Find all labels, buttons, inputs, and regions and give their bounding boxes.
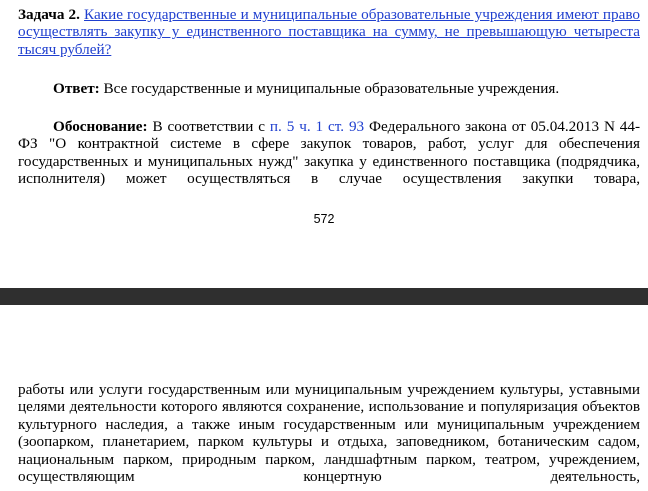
answer-label: Ответ: <box>53 80 100 97</box>
task-label: Задача 2. <box>18 6 80 23</box>
page-separator-band <box>0 288 648 305</box>
task-question-link[interactable]: Какие государственные и муниципальные образовательные учреждения имеют право осуществлять закупку у единственного поставщика на сумму, не превышающую четыреста тысяч рублей? <box>18 6 641 58</box>
justification-paragraph <box>18 118 640 188</box>
document-page-top <box>0 0 648 232</box>
justification-label: Обоснование: <box>53 118 148 135</box>
task-paragraph <box>18 6 640 58</box>
document-page-bottom <box>0 305 648 491</box>
continuation-paragraph: работы или услуги государственным или муниципальным учреждением культуры, уставными целями деятельности которого являются сохранение, использование и популяризация объектов культурного наследия, а также иным государственным или муниципальным учреждением (зоопарком, планетарием, парком культуры и отдыха, заповедником, ботаническим садом, национальным парком, природным парком, ландшафтным парком, театром, учреждением, осуществляющим концертную деятельность, <box>18 381 640 486</box>
answer-text: Все государственные и муниципальные образовательные учреждения. <box>103 80 560 97</box>
page-separator <box>0 232 648 305</box>
answer-paragraph <box>53 80 640 97</box>
justification-text-after-link: Федерального закона от 05.04.2013 N 44-ФЗ "О контрактной системе в сфере закупок товаров, работ, услуг для обеспечения государственных и муниципальных нужд" закупка у единственного поставщика (подрядчика, исполнителя) может осуществляться в случае осуществления закупки товара, <box>18 118 641 188</box>
page-number: 572 <box>313 212 335 226</box>
justification-text-before-link: В соответствии с <box>152 118 265 135</box>
law-article-link[interactable]: п. 5 ч. 1 ст. 93 <box>269 118 365 135</box>
